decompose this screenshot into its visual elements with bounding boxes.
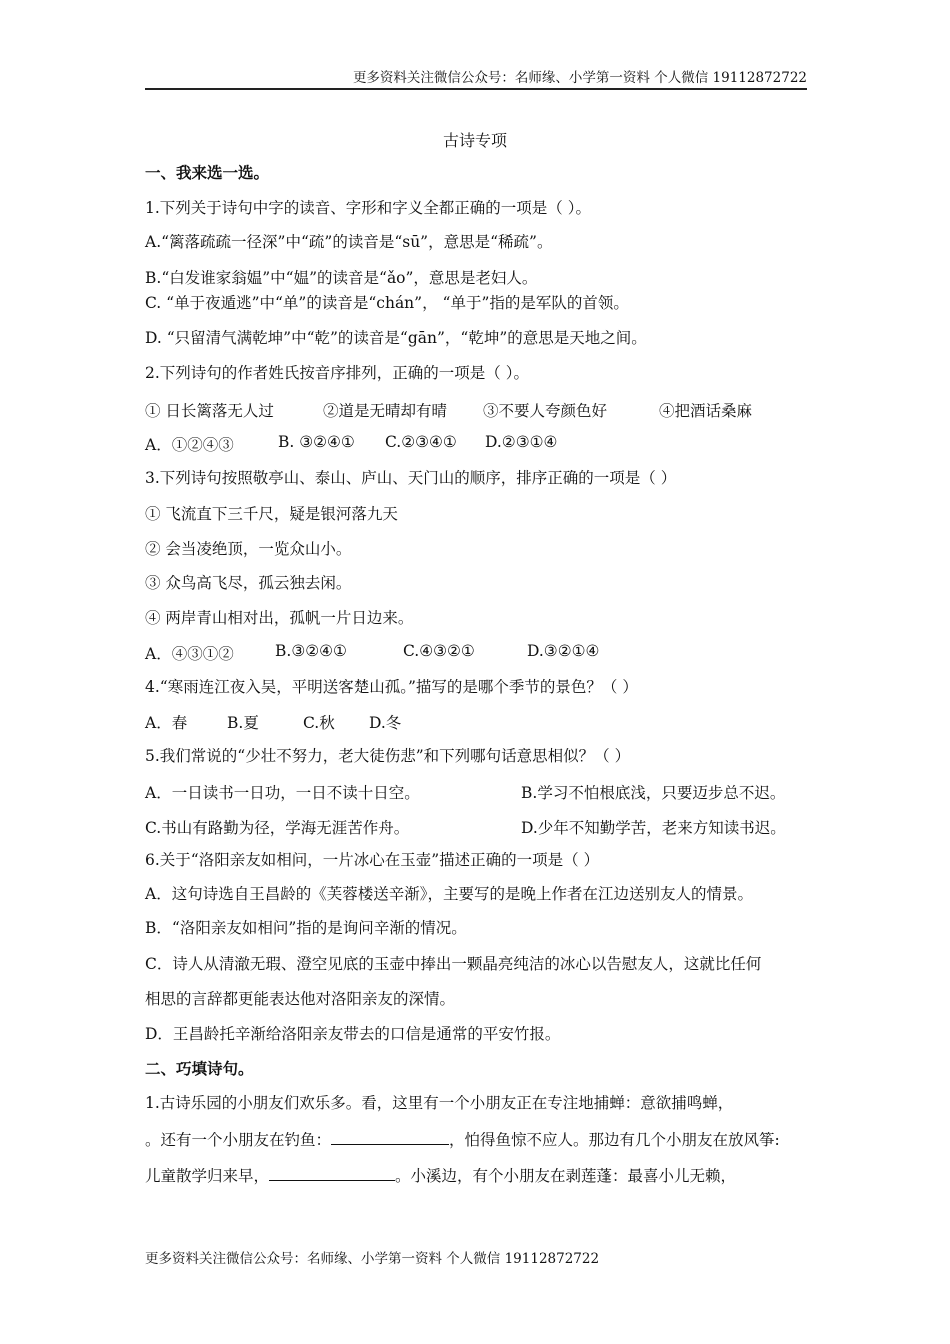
page-title: 古诗专项 [442,131,507,150]
answer-blank-2[interactable] [269,1166,395,1181]
fill-line-3-end: 。小溪边，有个小朋友在剥莲蓬：最喜小儿无赖， [395,1167,737,1185]
fill-line-2-end: ，怕得鱼惊不应人。那边有几个小朋友在放风筝: [449,1131,780,1149]
header-text: 更多资料关注微信公众号：名师缘、小学第一资料 个人微信 19112872722 [352,70,807,86]
q3-option-c: C.④③②① [403,642,475,660]
fill-line-3 [145,1166,736,1186]
q2-item-3: ③不要人夸颜色好 [483,402,608,420]
q6-option-a: A．这句诗选自王昌龄的《芙蓉楼送辛渐》，主要写的是晚上作者在江边送别友人的情景。 [145,885,753,903]
q6-stem: 6.关于“洛阳亲友如相问，一片冰心在玉壶”描述正确的一项是（ ） [145,851,600,869]
q5-option-c: C.书山有路勤为径，学海无涯苦作舟。 [145,819,410,837]
fill-line-3-start: 儿童散学归来早， [145,1167,270,1185]
fill-line-1: 1.古诗乐园的小朋友们欢乐多。看，这里有一个小朋友正在专注地捕蝉：意欲捕鸣蝉， [145,1094,734,1112]
q3-option-b: B.③②④① [275,642,347,660]
q6-option-d: D．王昌龄托辛渐给洛阳亲友带去的口信是通常的平安竹报。 [145,1025,561,1043]
page-footer: 更多资料关注微信公众号：名师缘、小学第一资料 个人微信 19112872722 [145,1251,600,1267]
section2-heading: 二、巧填诗句。 [145,1059,254,1078]
q2-option-d: D.②③①④ [485,433,558,451]
q2-option-b: B. ③②④① [278,433,355,451]
q5-option-a: A．一日读书一日功，一日不读十日空。 [145,784,420,802]
q2-item-4: ④把酒话桑麻 [659,402,753,420]
q4-option-a: A．春 [145,714,188,732]
q2-option-c: C.②③④① [385,433,457,451]
q1-option-a: A.“篱落疏疏一径深”中“疏”的读音是“sū”，意思是“稀疏”。 [145,233,553,251]
q3-stem: 3.下列诗句按照敬亭山、泰山、庐山、天门山的顺序，排序正确的一项是（ ） [145,469,677,487]
q3-line-2: ② 会当凌绝顶，一览众山小。 [145,540,352,558]
q1-option-c: C. “单于夜遁逃”中“单”的读音是“chán”， “单于”指的是军队的首领。 [145,294,629,312]
q4-option-d: D.冬 [369,714,402,732]
q5-option-d: D.少年不知勤学苦，老来方知读书迟。 [521,819,786,837]
fill-line-2 [145,1130,780,1150]
q6-option-c-line-2: 相思的言辞都更能表达他对洛阳亲友的深情。 [145,990,456,1008]
q1-stem: 1.下列关于诗句中字的读音、字形和字义全都正确的一项是（ ）。 [145,199,591,217]
q3-line-3: ③ 众鸟高飞尽，孤云独去闲。 [145,574,352,592]
section1-heading: 一、我来选一选。 [145,163,270,182]
q3-option-a: A．④③①② [145,645,234,663]
q3-line-1: ① 飞流直下三千尺，疑是银河落九天 [145,505,398,523]
q2-item-1: ① 日长篱落无人过 [145,402,274,420]
q3-option-d: D.③②①④ [527,642,600,660]
fill-line-2-start: 。还有一个小朋友在钓鱼： [145,1131,332,1149]
page-header [145,66,807,90]
q2-stem: 2.下列诗句的作者姓氏按音序排列，正确的一项是（ ）。 [145,364,529,382]
q1-option-d: D. “只留清气满乾坤”中“乾”的读音是“gān”，“乾坤”的意思是天地之间。 [145,329,647,347]
q6-option-b: B．“洛阳亲友如相问”指的是询问辛渐的情况。 [145,919,467,937]
q2-option-a: A．①②④③ [145,436,234,454]
q4-option-b: B.夏 [227,714,259,732]
q5-option-b: B.学习不怕根底浅，只要迈步总不迟。 [521,784,786,802]
q4-stem: 4.“寒雨连江夜入吴，平明送客楚山孤。”描写的是哪个季节的景色？（ ） [145,678,638,696]
q3-line-4: ④ 两岸青山相对出，孤帆一片日边来。 [145,609,414,627]
q2-item-2: ②道是无晴却有晴 [323,402,448,420]
q1-option-b: B.“白发谁家翁媪”中“媪”的读音是“ǎo”，意思是老妇人。 [145,269,538,287]
q4-option-c: C.秋 [303,714,335,732]
answer-blank-1[interactable] [331,1130,449,1145]
q6-option-c-line-1: C．诗人从清澈无瑕、澄空见底的玉壶中捧出一颗晶亮纯洁的冰心以告慰友人，这就比任何 [145,955,762,973]
q5-stem: 5.我们常说的“少壮不努力，老大徒伤悲”和下列哪句话意思相似？（ ） [145,747,631,765]
